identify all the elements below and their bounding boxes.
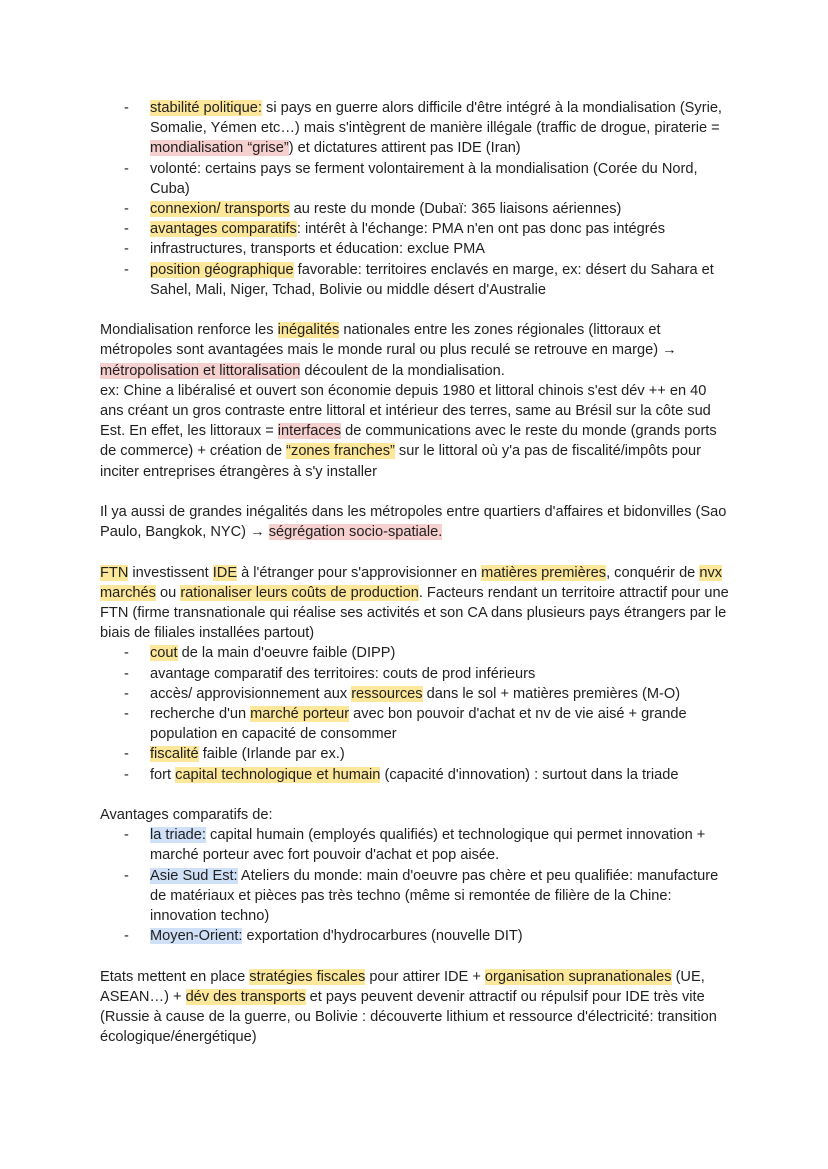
highlight: FTN [100,564,129,581]
text: avec bon pouvoir d'achat et nv de vie aisé + grande population en capacité de consommer [150,706,687,743]
list-item [100,260,732,300]
text: faible (Irlande par ex.) [198,746,345,763]
list-item [100,664,732,684]
highlight: mondialisation “grise” [150,140,289,157]
highlight: Asie Sud Est: [150,867,238,884]
text: investissent [128,564,213,581]
text: Mondialisation renforce les [100,322,278,339]
highlight: organisation supranationales [484,968,672,985]
paragraph-ftn [100,563,732,644]
text: , conquérir de [606,564,700,581]
highlight: matières premières [481,564,607,581]
highlight: stabilité politique: [150,100,262,116]
text: Il ya aussi de grandes inégalités dans les métropoles entre quartiers d'affaires et bidonvilles (Sao Paulo, Bangkok, NYC) → [100,504,727,541]
text: volonté: certains pays se ferment volontairement à la mondialisation (Corée du Nord, Cuba) [150,160,698,197]
highlight: ségrégation socio-spatiale. [268,524,443,541]
text: dans le sol + matières premières (M-O) [422,685,681,702]
list-item [100,684,732,704]
highlight: inégalités [277,322,340,339]
highlight: la triade: [150,827,206,844]
list-item [100,765,732,785]
text: à l'étranger pour s'approvisionner en [237,564,482,581]
text: accès/ approvisionnement aux [150,685,352,702]
highlight: connexion/ transports [150,201,290,218]
list-item [100,199,732,219]
text: Etats mettent en place [100,968,250,985]
text: et pays peuvent devenir attractif ou répulsif pour IDE très vite (Russie à cause de la guerre, ou Bolivie : découverte lithium et ressource d'électricité: transition écologique/énergétique) [100,988,717,1046]
list-item [100,98,732,159]
list-item [100,643,732,663]
factors-list [100,643,732,784]
barriers-list [100,98,732,300]
text: capital humain (employés qualifiés) et technologique qui permet innovation + marché porteur avec fort pouvoir d'achat et pop aisée. [150,827,706,864]
text: sur le littoral où y'a pas de fiscalité/impôts pour inciter entreprises étrangères à s'y installer [100,443,702,480]
paragraph-metropoles [100,502,732,542]
text: de communications avec le reste du monde (grands ports de commerce) + création de [100,423,717,460]
text: (capacité d'innovation) : surtout dans la triade [380,766,679,783]
text: de la main d'oeuvre faible (DIPP) [177,645,396,662]
list-item [100,219,732,239]
highlight: rationaliser leurs coûts de production [180,584,419,601]
list-item [100,926,732,946]
highlight: nvx marchés [100,564,723,601]
text: découlent de la mondialisation. [300,362,505,379]
highlight: IDE [212,564,238,581]
highlight: fiscalité [150,746,199,763]
text: infrastructures, transports et éducation: exclue PMA [150,241,486,258]
list-item [100,866,732,927]
regions-list [100,825,732,946]
paragraph-avantages: Avantages comparatifs de: [100,807,273,824]
highlight: interfaces [277,423,342,440]
text: ex: Chine a libéralisé et ouvert son économie depuis 1980 et littoral chinois s'est dév ++ en 40 ans créant un gros contraste entre littoral et intérieur des terres, same au Brésil sur la côte sud Est. En effet, les littoraux = [100,382,711,440]
list-item [100,744,732,764]
highlight: stratégies fiscales [249,968,366,985]
list-item [100,239,732,259]
text: ou [155,584,181,601]
text: au reste du monde (Dubaï: 365 liaisons aériennes) [289,201,622,218]
text: nationales entre les zones régionales (littoraux et métropoles sont avantagées mais le monde rural ou plus reculé se retrouve en marge) → [100,322,677,359]
document-page [100,98,732,1047]
text: (UE, ASEAN…) + [100,968,705,1005]
list-item [100,825,732,865]
text: pour attirer IDE + [365,968,485,985]
text: fort [150,766,176,783]
text: ) et dictatures attirent pas IDE (Iran) [288,140,521,157]
highlight: capital technologique et humain [175,766,381,783]
paragraph-etats [100,967,732,1048]
highlight: avantages comparatifs [150,221,297,238]
highlight: marché porteur [250,706,350,723]
list-item [100,159,732,199]
highlight: ressources [351,685,423,702]
highlight: Moyen-Orient: [150,928,243,945]
text: . Facteurs rendant un territoire attractif pour une FTN (firme transnationale qui réalise ses activités et son CA dans plusieurs pays étrangers par le biais de filiales installées partout) [100,584,729,642]
highlight: position géographique [150,261,294,278]
highlight: cout [150,645,178,662]
text: recherche d'un [150,706,251,723]
text: si pays en guerre alors difficile d'être intégré à la mondialisation (Syrie, Somalie, Yémen etc…) mais s'intègrent de manière illégale (traffic de drogue, piraterie = [150,100,722,137]
highlight: dév des transports [185,988,306,1005]
text: Ateliers du monde: main d'oeuvre pas chère et peu qualifiée: manufacture de matériaux et pièces pas très techno (même si remontée de filière de la Chine: innovation techno) [150,867,719,925]
paragraph-inegalites [100,320,732,482]
list-item [100,704,732,744]
highlight: métropolisation et littoralisation [100,362,301,379]
text: : intérêt à l'échange: PMA n'en ont pas donc pas intégrés [296,221,666,238]
text: favorable: territoires enclavés en marge, ex: désert du Sahara et Sahel, Mali, Niger, Tchad, Bolivie ou middle désert d'Australie [150,261,714,298]
text: avantage comparatif des territoires: couts de prod inférieurs [150,665,536,682]
text: exportation d'hydrocarbures (nouvelle DIT) [242,928,523,945]
highlight: “zones franches” [286,443,395,460]
